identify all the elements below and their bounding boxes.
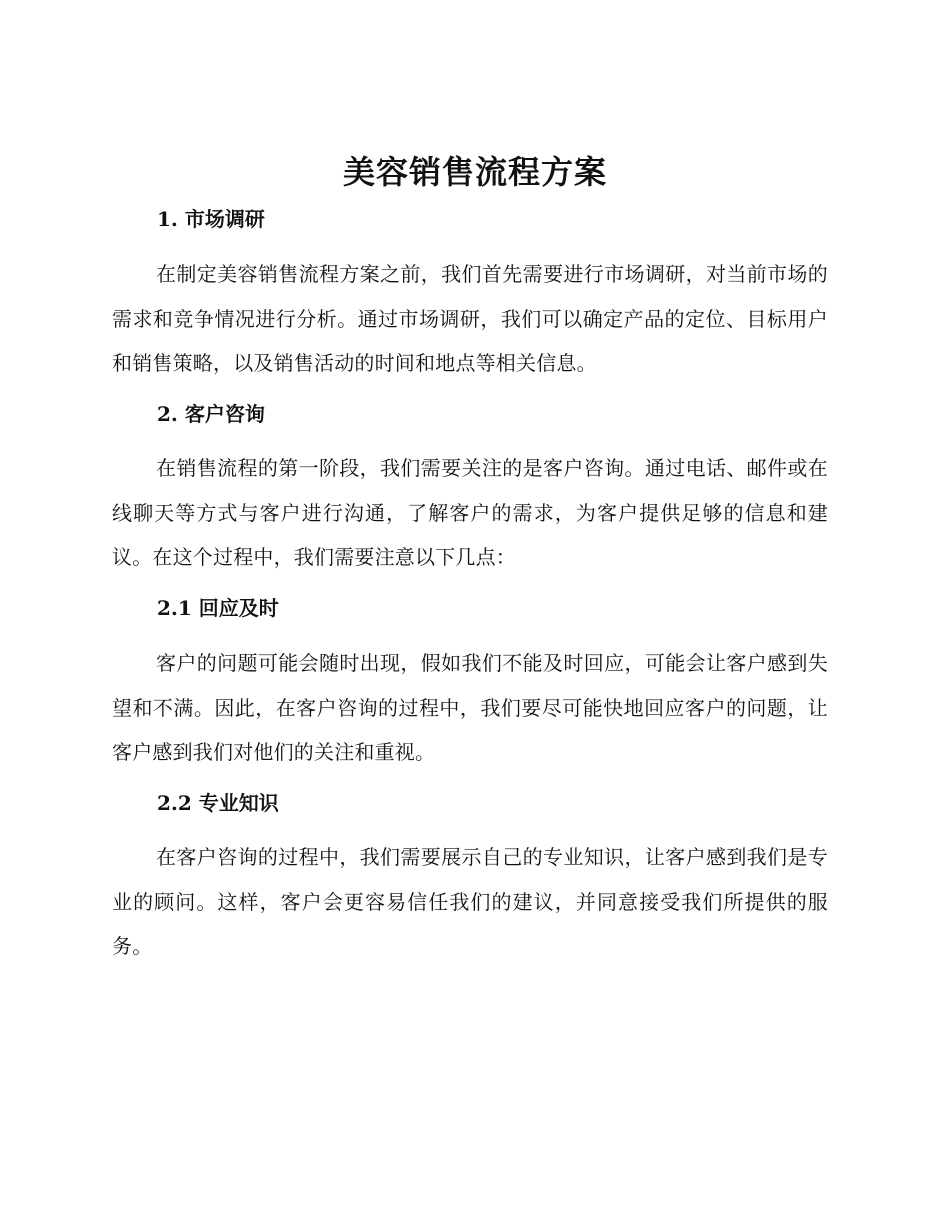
section-paragraph-professional-knowledge: 在客户咨询的过程中，我们需要展示自己的专业知识，让客户感到我们是专业的顾问。这样，客户会更容易信任我们的建议，并同意接受我们所提供的服务。 bbox=[112, 845, 828, 958]
document-title: 美容销售流程方案 bbox=[342, 153, 607, 191]
section-heading-market-research: 1. 市场调研 bbox=[157, 207, 265, 231]
section-paragraph-market-research: 在制定美容销售流程方案之前，我们首先需要进行市场调研，对当前市场的需求和竞争情况进行分析。通过市场调研，我们可以确定产品的定位、目标用户和销售策略，以及销售活动的时间和地点等相关信息。 bbox=[112, 262, 828, 375]
section-heading-customer-consultation: 2. 客户咨询 bbox=[157, 402, 265, 426]
section-heading-timely-response: 2.1 回应及时 bbox=[157, 596, 279, 620]
section-paragraph-timely-response: 客户的问题可能会随时出现，假如我们不能及时回应，可能会让客户感到失望和不满。因此，在客户咨询的过程中，我们要尽可能快地回应客户的问题，让客户感到我们对他们的关注和重视。 bbox=[112, 651, 828, 764]
section-paragraph-customer-consultation: 在销售流程的第一阶段，我们需要关注的是客户咨询。通过电话、邮件或在线聊天等方式与客户进行沟通，了解客户的需求，为客户提供足够的信息和建议。在这个过程中，我们需要注意以下几点： bbox=[112, 456, 828, 569]
section-heading-professional-knowledge: 2.2 专业知识 bbox=[157, 791, 279, 815]
